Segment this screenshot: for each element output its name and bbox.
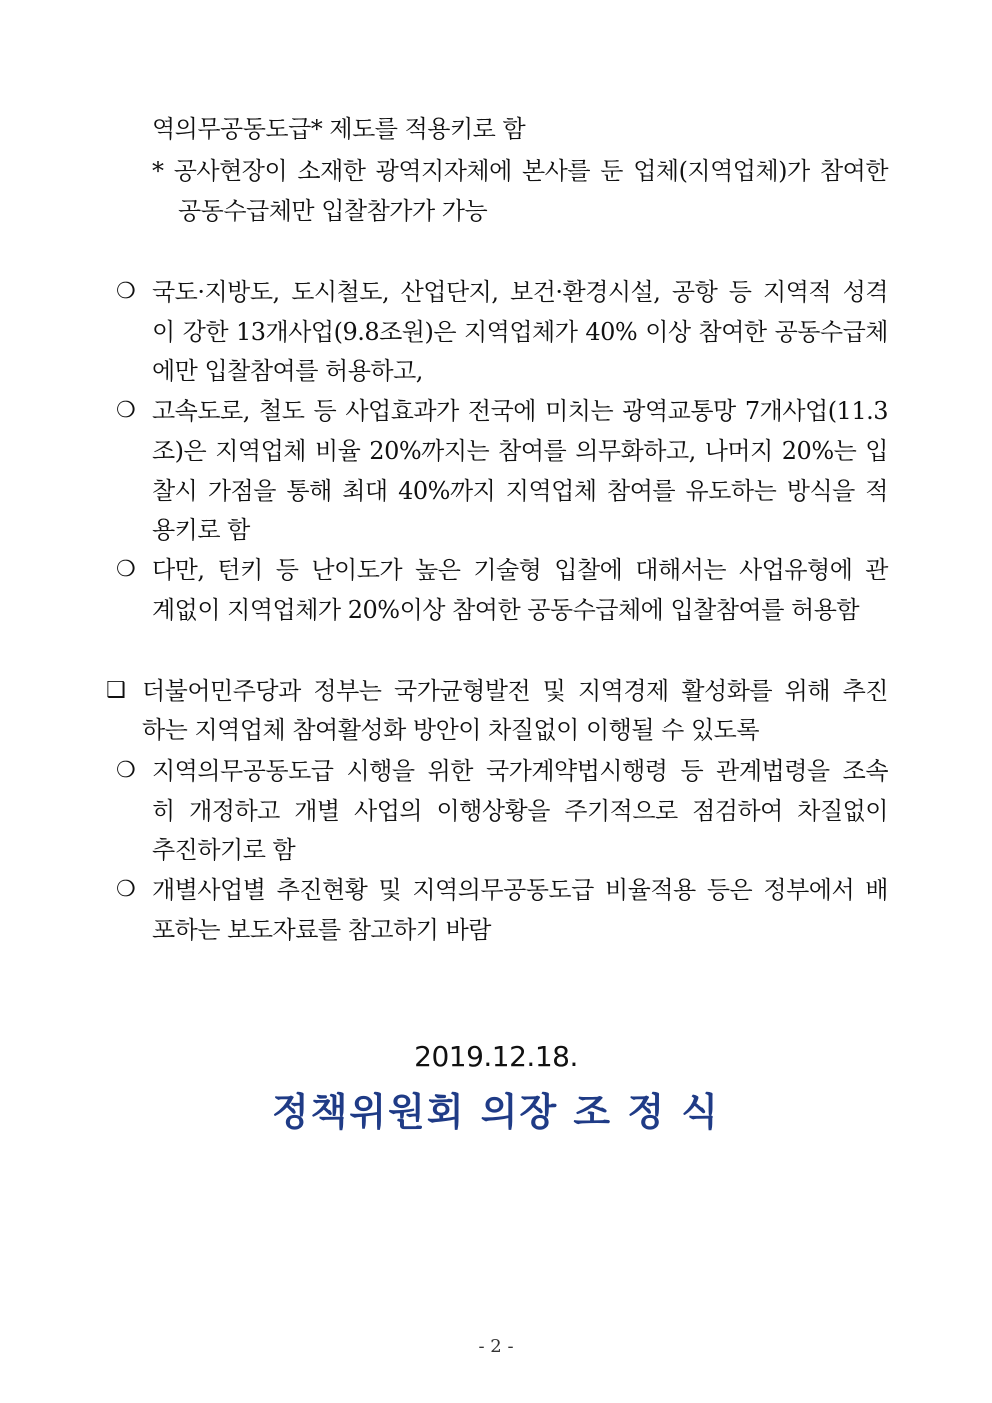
item-line: 이 강한 13개사업(9.8조원)은 지역업체가 40% 이상 참여한 공동수급체 [152, 318, 888, 346]
footnote-line: * 공사현장이 소재한 광역지자체에 본사를 둔 업체(지역업체)가 참여한 [152, 157, 888, 185]
item-line: 지역의무공동도급 시행을 위한 국가계약법시행령 등 관계법령을 조속 [152, 757, 888, 785]
item-line: 다만, 턴키 등 난이도가 높은 기술형 입찰에 대해서는 사업유형에 관 [152, 556, 888, 584]
signature: 정책위원회 의장 조 정 식 [272, 1090, 720, 1134]
section-heading-line: 더불어민주당과 정부는 국가균형발전 및 지역경제 활성화를 위해 추진 [142, 677, 888, 705]
page-number: - 2 - [478, 1336, 514, 1357]
item-line: 용키로 함 [152, 516, 250, 544]
item-line: 에만 입찰참여를 허용하고, [152, 357, 423, 385]
item-line: 국도·지방도, 도시철도, 산업단지, 보건·환경시설, 공항 등 지역적 성격 [152, 278, 888, 306]
document-date: 2019.12.18. [414, 1040, 578, 1073]
square-bullet-icon: ❑ [106, 678, 126, 703]
item-line: 개별사업별 추진현황 및 지역의무공동도급 비율적용 등은 정부에서 배 [152, 876, 888, 904]
item-line: 포하는 보도자료를 참고하기 바람 [152, 916, 491, 944]
section-heading-line: 하는 지역업체 참여활성화 방안이 차질없이 이행될 수 있도록 [142, 716, 760, 744]
item-line: 히 개정하고 개별 사업의 이행상황을 주기적으로 점검하여 차질없이 [152, 797, 888, 825]
item-line: 추진하기로 함 [152, 836, 296, 864]
circle-bullet-icon: ❍ [116, 877, 136, 902]
item-line: 계없이 지역업체가 20%이상 참여한 공동수급체에 입찰참여를 허용함 [152, 596, 860, 624]
item-line: 고속도로, 철도 등 사업효과가 전국에 미치는 광역교통망 7개사업(11.3 [152, 397, 888, 425]
intro-line: 역의무공동도급* 제도를 적용키로 함 [152, 115, 526, 143]
item-line: 찰시 가점을 통해 최대 40%까지 지역업체 참여를 유도하는 방식을 적 [152, 477, 888, 505]
footnote-line: 공동수급체만 입찰참가가 가능 [178, 197, 488, 225]
item-line: 조)은 지역업체 비율 20%까지는 참여를 의무화하고, 나머지 20%는 입 [152, 437, 888, 465]
circle-bullet-icon: ❍ [116, 758, 136, 783]
circle-bullet-icon: ❍ [116, 279, 136, 304]
circle-bullet-icon: ❍ [116, 398, 136, 423]
circle-bullet-icon: ❍ [116, 557, 136, 582]
